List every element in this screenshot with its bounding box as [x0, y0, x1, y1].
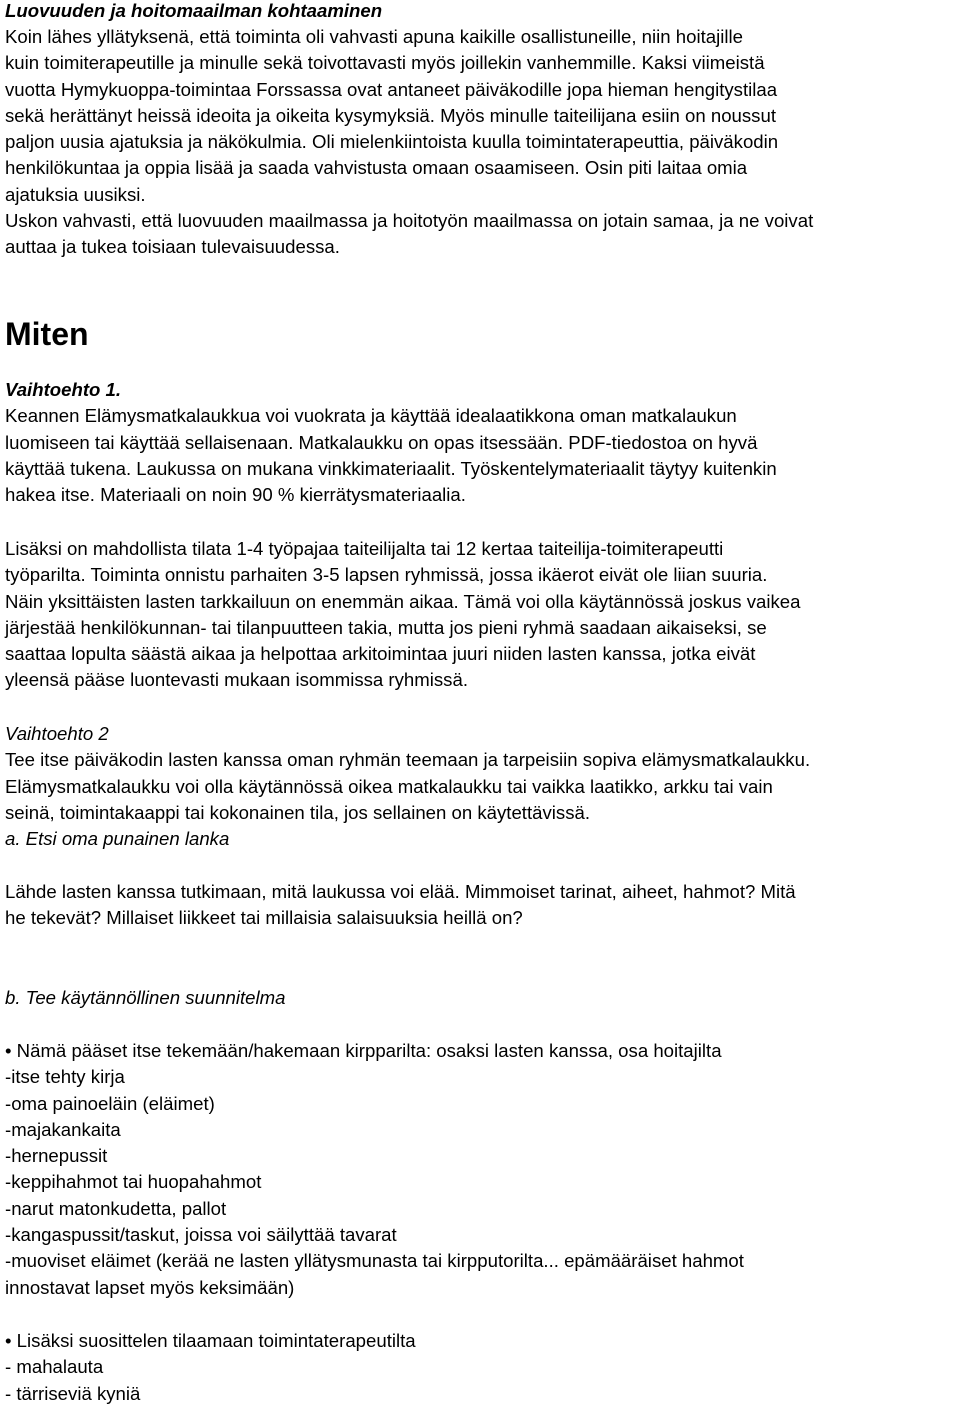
section-title: Luovuuden ja hoitomaailman kohtaaminen: [5, 0, 383, 21]
text-line: sekä herättänyt heissä ideoita ja oikeita kysymyksiä. Myös minulle taiteilijana esiin on noussut: [5, 104, 776, 126]
text-line: työparilta. Toiminta onnistu parhaiten 3-5 lapsen ryhmissä, jossa ikäerot eivät ole liian suuria.: [5, 564, 768, 586]
option1-paragraph2: [5, 536, 800, 694]
text-line: ajatuksia uusiksi.: [5, 183, 146, 205]
text-line: luomiseen tai käyttää sellaisenaan. Matkalaukku on opas itsessään. PDF-tiedostoa on hyvä: [5, 431, 758, 453]
step-a-heading: a. Etsi oma punainen lanka: [5, 828, 230, 850]
text-line: he tekevät? Millaiset liikkeet tai millaisia salaisuuksia heillä on?: [5, 907, 523, 929]
list-item: • Nämä pääset itse tekemään/hakemaan kirpparilta: osaksi lasten kanssa, osa hoitajilta: [5, 1040, 722, 1061]
list-item: -oma painoeläin (eläimet): [5, 1092, 215, 1114]
option1-block: [5, 377, 777, 508]
text-line: saattaa lopulta säästä aikaa ja helpottaa arkitoimintaa juuri niiden lasten kanssa, jotka eivät: [5, 643, 756, 665]
text-line: Lähde lasten kanssa tutkimaan, mitä laukussa voi elää. Mimmoiset tarinat, aiheet, hahmot? Mitä: [5, 881, 796, 902]
text-line: Lisäksi on mahdollista tilata 1-4 työpajaa taiteilijalta tai 12 kertaa taiteilija-toimiterapeutti: [5, 538, 724, 559]
option1-label: Vaihtoehto 1.: [5, 379, 122, 400]
heading-miten: Miten: [5, 316, 89, 352]
text-line: auttaa ja tukea toisiaan tulevaisuudessa.: [5, 236, 340, 258]
text-line: vuotta Hymykuoppa-toimintaa Forssassa ovat antaneet päiväkodille jopa hieman hengitystilaa: [5, 78, 778, 100]
text-line: Tee itse päiväkodin lasten kanssa oman ryhmän teemaan ja tarpeisiin sopiva elämysmatkalaukku.: [5, 749, 811, 771]
section1-paragraph: [5, 24, 813, 261]
step-b-heading: b. Tee käytännöllinen suunnitelma: [5, 987, 286, 1008]
text-line: seinä, toimintakaappi tai kokonainen tila, jos sellainen on käytettävissä.: [5, 801, 591, 823]
text-line: järjestää henkilökunnan- tai tilanpuutteen takia, mutta jos pieni ryhmä saadaan aikaiseksi, se: [5, 616, 767, 638]
option2-label: Vaihtoehto 2: [5, 723, 109, 744]
text-line: Uskon vahvasti, että luovuuden maailmassa ja hoitotyön maailmassa on jotain samaa, ja ne voivat: [5, 210, 814, 232]
list-item: -narut matonkudetta, pallot: [5, 1197, 227, 1219]
step-a-paragraph: [5, 879, 796, 932]
list-item: • Lisäksi suosittelen tilaamaan toimintaterapeutilta: [5, 1330, 416, 1351]
materials-list: [5, 1038, 744, 1301]
list-item: -keppihahmot tai huopahahmot: [5, 1171, 262, 1193]
list-item: -kangaspussit/taskut, joissa voi säilyttää tavarat: [5, 1224, 397, 1246]
list-item: -hernepussit: [5, 1145, 108, 1167]
text-line: Elämysmatkalaukku voi olla käytännössä oikea matkalaukku tai vaikka laatikko, arkku tai vain: [5, 775, 773, 797]
text-line: Koin lähes yllätyksenä, että toiminta oli vahvasti apuna kaikille osallistuneille, niin hoitajille: [5, 26, 743, 47]
list-item: -itse tehty kirja: [5, 1066, 125, 1088]
text-line: hakea itse. Materiaali on noin 90 % kierrätysmateriaalia.: [5, 484, 466, 506]
list-item: innostavat lapset myös keksimään): [5, 1276, 295, 1298]
text-line: paljon uusia ajatuksia ja näkökulmia. Oli mielenkiintoista kuulla toimintaterapeuttia, päiväkodin: [5, 131, 779, 153]
text-line: Keannen Elämysmatkalaukkua voi vuokrata ja käyttää idealaatikkona oman matkalaukun: [5, 405, 737, 427]
option2-block: [5, 721, 810, 852]
list-item: - mahalauta: [5, 1356, 104, 1378]
list-item: -majakankaita: [5, 1118, 121, 1140]
list-item: - tärriseviä kyniä: [5, 1382, 141, 1404]
text-line: henkilökuntaa ja oppia lisää ja saada vahvistusta omaan osaamiseen. Osin piti laitaa omia: [5, 157, 748, 179]
recommendations-list: [5, 1328, 416, 1407]
text-line: yleensä pääse luontevasti mukaan isommissa ryhmissä.: [5, 669, 468, 691]
text-line: kuin toimiterapeutille ja minulle sekä toivottavasti myös joillekin vanhemmille. Kaksi viimeistä: [5, 52, 765, 74]
text-line: Näin yksittäisten lasten tarkkailuun on enemmän aikaa. Tämä voi olla käytännössä joskus vaikea: [5, 590, 801, 612]
text-line: käyttää tukena. Laukussa on mukana vinkkimateriaalit. Työskentelymateriaalit täytyy kuitenkin: [5, 457, 777, 479]
list-item: -muoviset eläimet (kerää ne lasten yllätysmunasta tai kirpputorilta... epämääräiset hahmot: [5, 1250, 744, 1272]
